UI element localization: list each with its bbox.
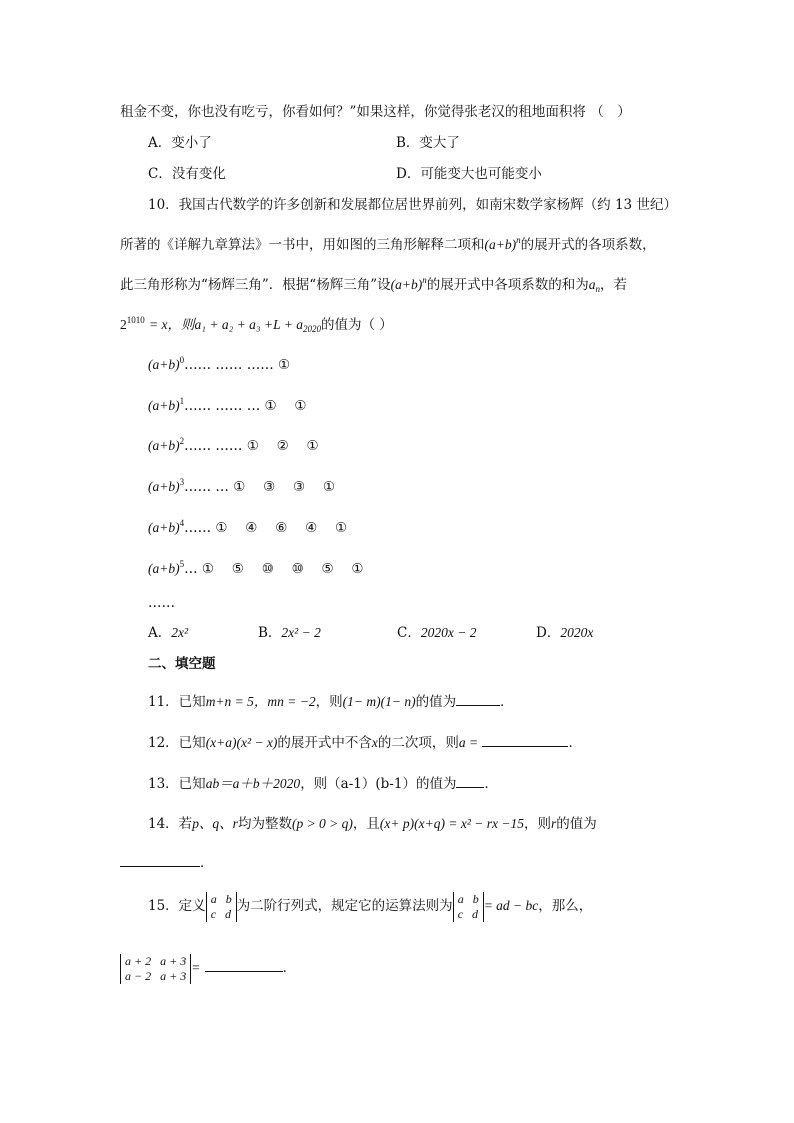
q15-answer-blank[interactable] [205, 958, 283, 972]
q10-option-c: C．2020x − 2 [397, 625, 477, 641]
q14-answer-blank[interactable] [120, 853, 200, 867]
q13-answer-blank[interactable] [456, 774, 484, 788]
q10-option-a: A．2x² [148, 625, 189, 641]
q10-option-b: B．2x² − 2 [258, 625, 321, 641]
q10-option-d: D．2020x [536, 625, 594, 641]
triangle-ellipsis: …… [148, 595, 175, 611]
q11: 11．已知m+n = 5，mn = −2，则(1− m)(1− n)的值为 ． [148, 694, 514, 710]
q9-text: 租金不变，你也没有吃亏，你看如何？”如果这样，你觉得张老汉的租地面积将 （ ） [120, 104, 631, 120]
q15-line2: a + 2 a + 3 a − 2 a + 3= ． [120, 948, 296, 988]
triangle-row-2: $(a+b)^2\dots\dots$ …… ① ② ① [148, 436, 319, 454]
triangle-row-1: $(a+b)^1\dots\dots$ …… … ① ① [148, 396, 307, 414]
q12: 12．已知(x+a)(x² − x)的展开式中不含x的二次项，则a = ． [148, 735, 582, 751]
triangle-row-4: $(a+b)^4\dots\dots$ ① ④ ⑥ ④ ① [148, 518, 348, 536]
q15-line1: 15．定义 a b c d 为二阶行列式，规定它的运算法则为 a b c d= ad − bc，那么， [148, 891, 593, 921]
q13: 13．已知ab＝a＋b＋2020，则（a-1）(b-1）的值为 ． [148, 776, 498, 792]
q10-line3: 此三角形称为“杨辉三角”．根据“杨辉三角”设$(a+b)^n$的展开式中各项系数的和为$a_n$，若 [120, 275, 627, 294]
determinant-rule: a b c d [453, 892, 484, 922]
section-fill-in-blank-heading: 二、填空题 [148, 656, 216, 672]
q9-option-a: A．变小了 [148, 135, 212, 151]
q10-line1: 10．我国古代数学的许多创新和发展都位居世界前列，如南宋数学家杨辉（约 13 世纪） [148, 197, 677, 213]
q12-answer-blank[interactable] [482, 733, 568, 747]
q9-option-b: B．变大了 [396, 135, 460, 151]
q11-answer-blank[interactable] [456, 692, 500, 706]
triangle-row-0: $(a+b)^0\dots\dots$ …… …… ① [148, 355, 291, 373]
triangle-row-5: $(a+b)^5\dots$ ① ⑤ ⑩ ⑩ ⑤ ① [148, 559, 364, 577]
q9-option-c: C．没有变化 [148, 166, 226, 182]
determinant-definition: a b c d [206, 892, 237, 922]
q10-line2: 所著的《详解九章算法》一书中，用如图的三角形解释二项和$(a+b)^n$的展开式的各项系数， [120, 235, 656, 253]
triangle-row-3: $(a+b)^3\dots\dots$ … ① ③ ③ ① [148, 477, 335, 495]
q10-line4: $2^{1010} = x$，则$a_1 + a_2 + a_3 +L + a_{2020}$的值为（ ） [120, 315, 393, 334]
q14: 14．若p、q、r均为整数(p > 0 > q)，且(x+ p)(x+q) = x² − rx −15，则r的值为 [148, 816, 597, 832]
q14-answer-line: ． [120, 853, 214, 872]
q9-option-d: D．可能变大也可能变小 [396, 166, 542, 182]
determinant-question: a + 2 a + 3 a − 2 a + 3 [120, 954, 191, 984]
